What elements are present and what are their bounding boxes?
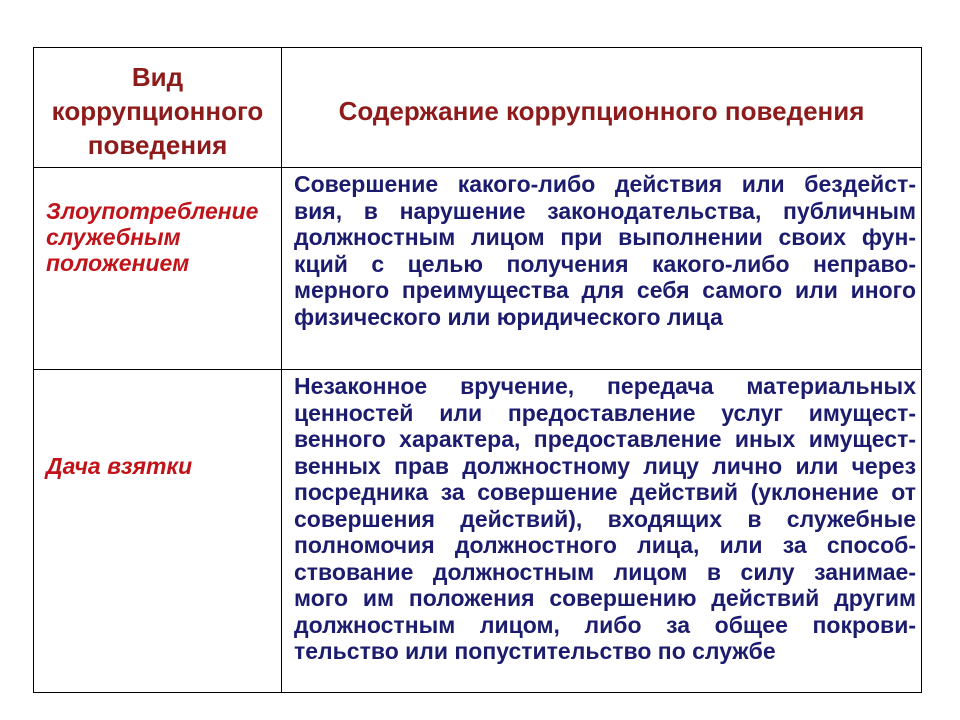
content-line: Совершение какого-либо действия или бездейст- bbox=[294, 171, 916, 197]
content-line: посредника за совершение действий (уклонение от bbox=[294, 479, 916, 505]
content-line: ценностей или предоставление услуг имущест- bbox=[294, 399, 916, 426]
content-line: венного характера, предоставление иных имущест- bbox=[294, 426, 916, 452]
kind-line: Дача взятки bbox=[46, 453, 193, 479]
kind-line: Злоупотребление bbox=[46, 198, 259, 224]
header-kind-cell bbox=[34, 48, 282, 168]
content-line: венных прав должностному лицу лично или через bbox=[294, 452, 916, 479]
content-line: должностным лицом, либо за общее покрови- bbox=[294, 611, 916, 638]
content-line: вия, в нарушение законодательства, публичным bbox=[294, 197, 916, 224]
content-line: мерного преимущества для себя самого или иного bbox=[294, 277, 916, 303]
row-bribery-kind-cell bbox=[34, 370, 282, 693]
content-line: полномочия должностного лица, или за способ- bbox=[294, 532, 916, 558]
content-line: тельство или попустительство по службе bbox=[294, 638, 776, 664]
header-kind-line: коррупционного bbox=[51, 95, 264, 126]
content-line: Незаконное вручение, передача материальных bbox=[294, 373, 916, 399]
header-content-cell bbox=[282, 48, 922, 168]
row-bribery-content-cell bbox=[282, 370, 922, 693]
content-line: мого им положения совершению действий другим bbox=[294, 585, 916, 611]
corruption-behavior-table bbox=[33, 47, 922, 693]
row-abuse-content-cell bbox=[282, 168, 922, 370]
content-line: кций с целью получения какого-либо неправо- bbox=[294, 250, 916, 277]
kind-line: положением bbox=[46, 250, 190, 276]
row-abuse-kind-cell bbox=[34, 168, 282, 370]
content-line: физического или юридического лица bbox=[294, 303, 723, 330]
content-line: должностным лицом при выполнении своих фун- bbox=[294, 224, 916, 250]
content-line: совершения действий), входящих в служебные bbox=[294, 505, 916, 532]
kind-line: служебным bbox=[46, 224, 181, 250]
header-kind-line: Вид bbox=[131, 61, 184, 92]
header-kind-line: поведения bbox=[87, 129, 228, 160]
header-content-title: Содержание коррупционного поведения bbox=[338, 95, 865, 126]
content-line: ствование должностным лицом в силу занимае- bbox=[294, 558, 916, 585]
